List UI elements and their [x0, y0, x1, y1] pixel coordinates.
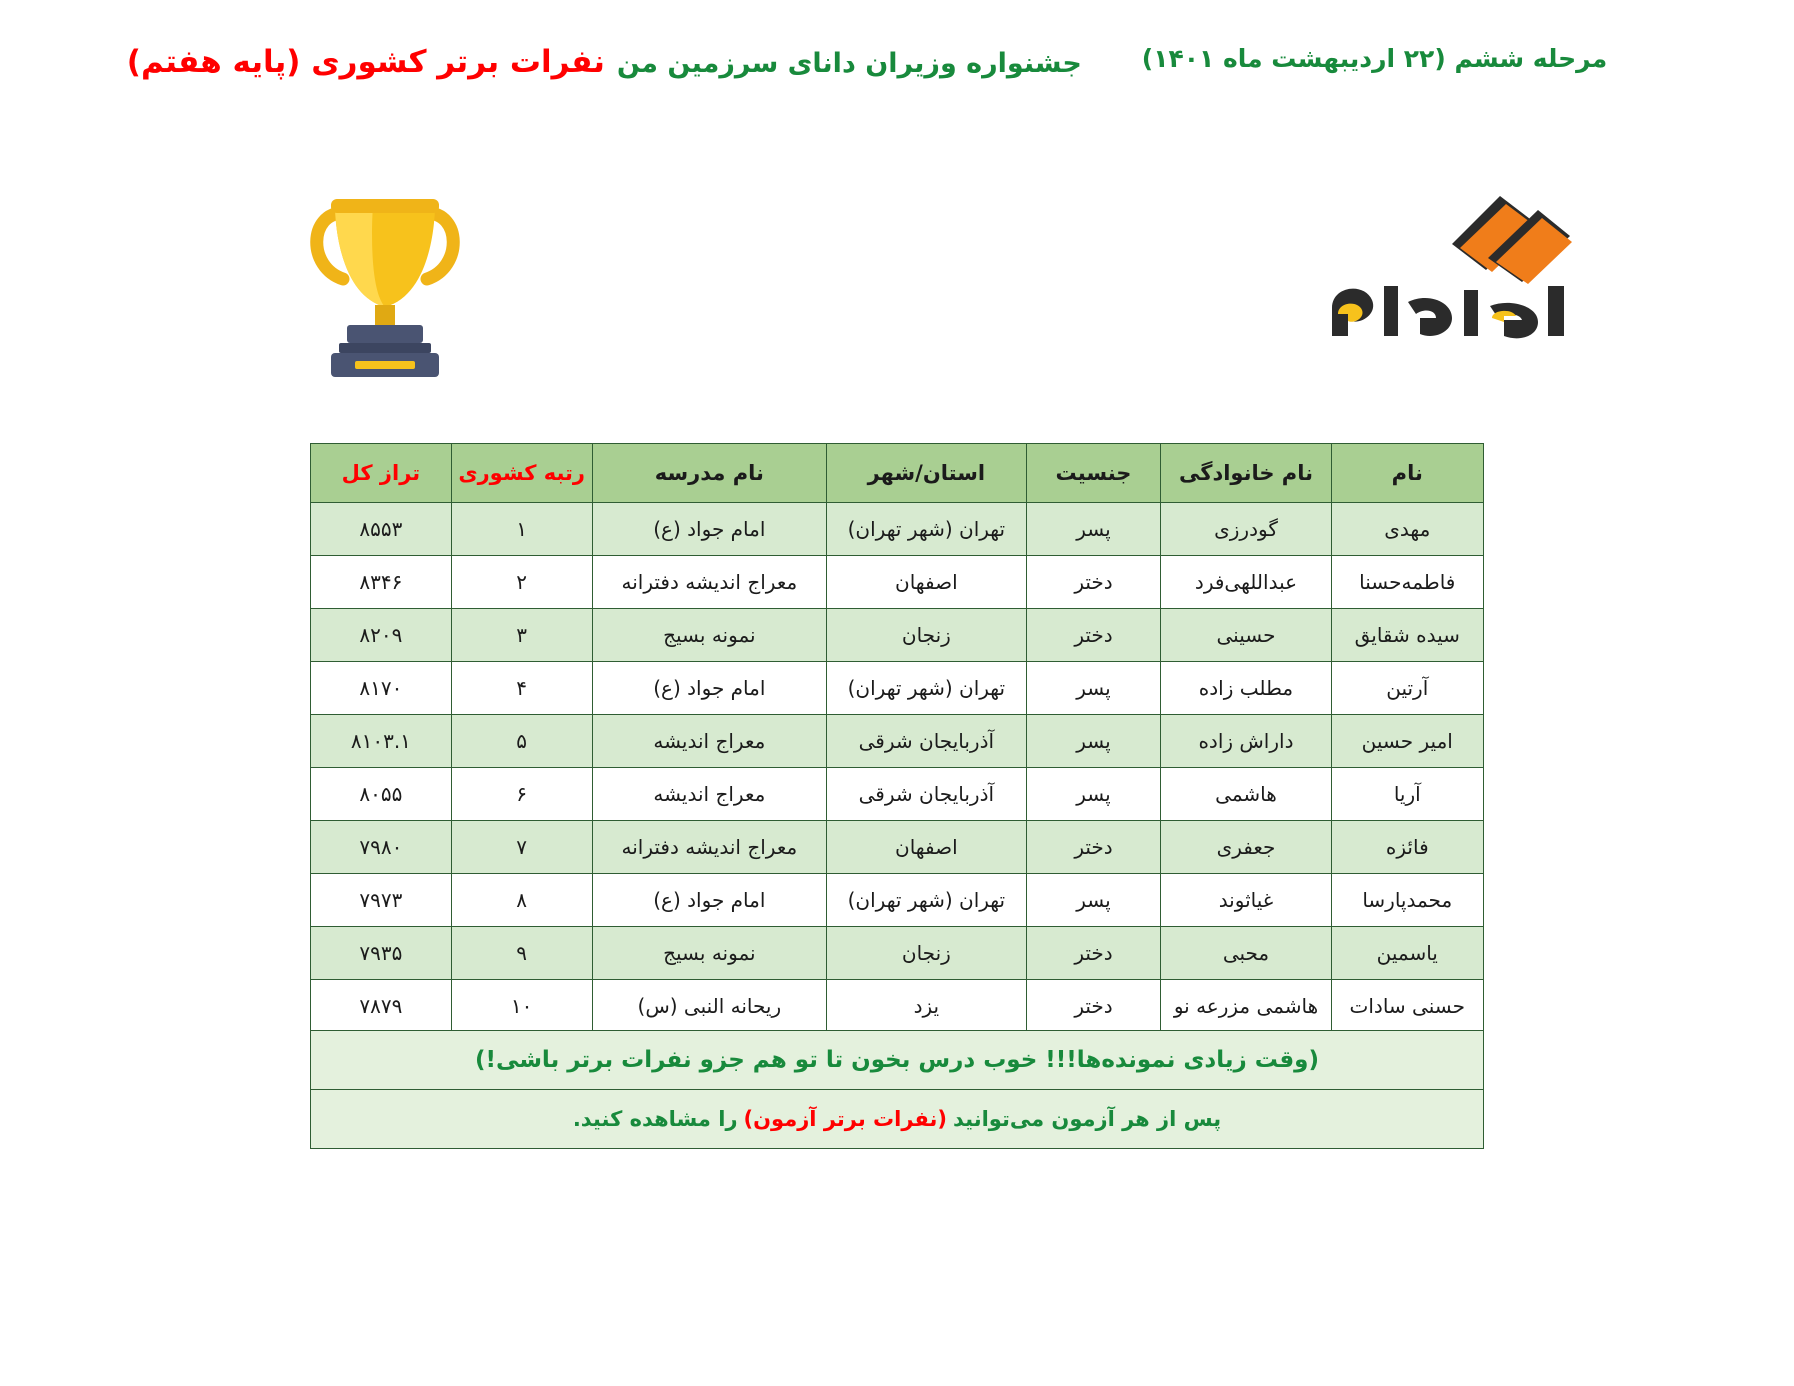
cell-province: اصفهان — [827, 821, 1026, 874]
cell-school: معراج اندیشه دفترانه — [592, 821, 827, 874]
cell-rank: ۶ — [451, 768, 592, 821]
cell-family: غیاثوند — [1161, 874, 1331, 927]
note-motivation: (وقت زیادی نمونده‌ها!!! خوب درس بخون تا تو هم جزو نفرات برتر باشی!) — [310, 1030, 1484, 1090]
title-block — [127, 44, 1082, 80]
cell-name: محمدپارسا — [1331, 874, 1483, 927]
note-info — [310, 1090, 1484, 1149]
note-info-highlight: (نفرات برتر آزمون) — [743, 1107, 947, 1131]
cell-school: معراج اندیشه — [592, 768, 827, 821]
cell-family: هاشمی مزرعه نو — [1161, 980, 1331, 1033]
note-info-after: را مشاهده کنید. — [572, 1107, 738, 1131]
cell-province: آذربایجان شرقی — [827, 768, 1026, 821]
cell-score: ۷۹۳۵ — [311, 927, 452, 980]
cell-school: امام جواد (ع) — [592, 662, 827, 715]
cell-province: یزد — [827, 980, 1026, 1033]
table-row — [311, 980, 1484, 1033]
cell-gender: دختر — [1026, 609, 1161, 662]
cell-school: ریحانه النبی (س) — [592, 980, 827, 1033]
cell-rank: ۳ — [451, 609, 592, 662]
table-row — [311, 874, 1484, 927]
column-header-family: نام خانوادگی — [1161, 444, 1331, 503]
cell-rank: ۵ — [451, 715, 592, 768]
note-info-before: پس از هر آزمون می‌توانید — [953, 1107, 1222, 1131]
cell-family: گودرزی — [1161, 503, 1331, 556]
cell-name: فاطمه‌حسنا — [1331, 556, 1483, 609]
column-header-score: تراز کل — [311, 444, 452, 503]
trophy-icon — [295, 175, 475, 385]
cell-school: امام جواد (ع) — [592, 874, 827, 927]
table-row — [311, 609, 1484, 662]
table-row — [311, 662, 1484, 715]
cell-province: زنجان — [827, 609, 1026, 662]
table-row — [311, 715, 1484, 768]
cell-province: تهران (شهر تهران) — [827, 503, 1026, 556]
cell-rank: ۱ — [451, 503, 592, 556]
cell-rank: ۸ — [451, 874, 592, 927]
cell-family: هاشمی — [1161, 768, 1331, 821]
cell-gender: پسر — [1026, 503, 1161, 556]
column-header-rank: رتبه کشوری — [451, 444, 592, 503]
cell-score: ۸۵۵۳ — [311, 503, 452, 556]
cell-score: ۸۲۰۹ — [311, 609, 452, 662]
cell-family: داراش زاده — [1161, 715, 1331, 768]
column-header-province: استان/شهر — [827, 444, 1026, 503]
cell-score: ۷۹۸۰ — [311, 821, 452, 874]
cell-name: یاسمین — [1331, 927, 1483, 980]
column-header-school: نام مدرسه — [592, 444, 827, 503]
top-students-table — [310, 443, 1484, 1033]
vaziran-dana-logo — [1324, 190, 1594, 365]
cell-name: آرتین — [1331, 662, 1483, 715]
cell-name: فائزه — [1331, 821, 1483, 874]
cell-score: ۷۸۷۹ — [311, 980, 452, 1033]
cell-province: تهران (شهر تهران) — [827, 874, 1026, 927]
cell-rank: ۷ — [451, 821, 592, 874]
festival-title: جشنواره وزیران دانای سرزمین من — [616, 48, 1082, 79]
table-row — [311, 927, 1484, 980]
cell-family: جعفری — [1161, 821, 1331, 874]
notes-section — [310, 1030, 1484, 1149]
cell-province: اصفهان — [827, 556, 1026, 609]
cell-name: مهدی — [1331, 503, 1483, 556]
cell-school: معراج اندیشه — [592, 715, 827, 768]
column-header-name: نام — [1331, 444, 1483, 503]
cell-school: نمونه بسیج — [592, 609, 827, 662]
cell-province: زنجان — [827, 927, 1026, 980]
top-students-table-wrap — [310, 443, 1484, 1033]
cell-family: حسینی — [1161, 609, 1331, 662]
cell-name: امیر حسین — [1331, 715, 1483, 768]
cell-score: ۸۱۷۰ — [311, 662, 452, 715]
cell-rank: ۱۰ — [451, 980, 592, 1033]
cell-name: آریا — [1331, 768, 1483, 821]
cell-family: عبداللهی‌فرد — [1161, 556, 1331, 609]
table-row — [311, 768, 1484, 821]
page-title: نفرات برتر کشوری (پایه هفتم) — [126, 44, 605, 80]
table-row — [311, 503, 1484, 556]
note-info-inline — [573, 1107, 1221, 1131]
cell-gender: دختر — [1026, 556, 1161, 609]
cell-rank: ۴ — [451, 662, 592, 715]
cell-gender: دختر — [1026, 980, 1161, 1033]
cell-province: تهران (شهر تهران) — [827, 662, 1026, 715]
cell-score: ۸۳۴۶ — [311, 556, 452, 609]
cell-gender: پسر — [1026, 874, 1161, 927]
page-header — [0, 44, 1794, 114]
column-header-gender: جنسیت — [1026, 444, 1161, 503]
stage-label: مرحله ششم (۲۲ اردیبهشت ماه ۱۴۰۱) — [1141, 44, 1608, 73]
cell-gender: دختر — [1026, 927, 1161, 980]
cell-school: امام جواد (ع) — [592, 503, 827, 556]
cell-name: سیده شقایق — [1331, 609, 1483, 662]
table-row — [311, 556, 1484, 609]
cell-school: نمونه بسیج — [592, 927, 827, 980]
cell-name: حسنی سادات — [1331, 980, 1483, 1033]
table-row — [311, 821, 1484, 874]
cell-gender: دختر — [1026, 821, 1161, 874]
cell-family: محبی — [1161, 927, 1331, 980]
cell-gender: پسر — [1026, 768, 1161, 821]
cell-score: ۸۰۵۵ — [311, 768, 452, 821]
cell-rank: ۲ — [451, 556, 592, 609]
cell-score: ۸۱۰۳.۱ — [311, 715, 452, 768]
cell-gender: پسر — [1026, 662, 1161, 715]
cell-province: آذربایجان شرقی — [827, 715, 1026, 768]
cell-gender: پسر — [1026, 715, 1161, 768]
cell-rank: ۹ — [451, 927, 592, 980]
table-header-row — [311, 444, 1484, 503]
cell-school: معراج اندیشه دفترانه — [592, 556, 827, 609]
cell-score: ۷۹۷۳ — [311, 874, 452, 927]
cell-family: مطلب زاده — [1161, 662, 1331, 715]
